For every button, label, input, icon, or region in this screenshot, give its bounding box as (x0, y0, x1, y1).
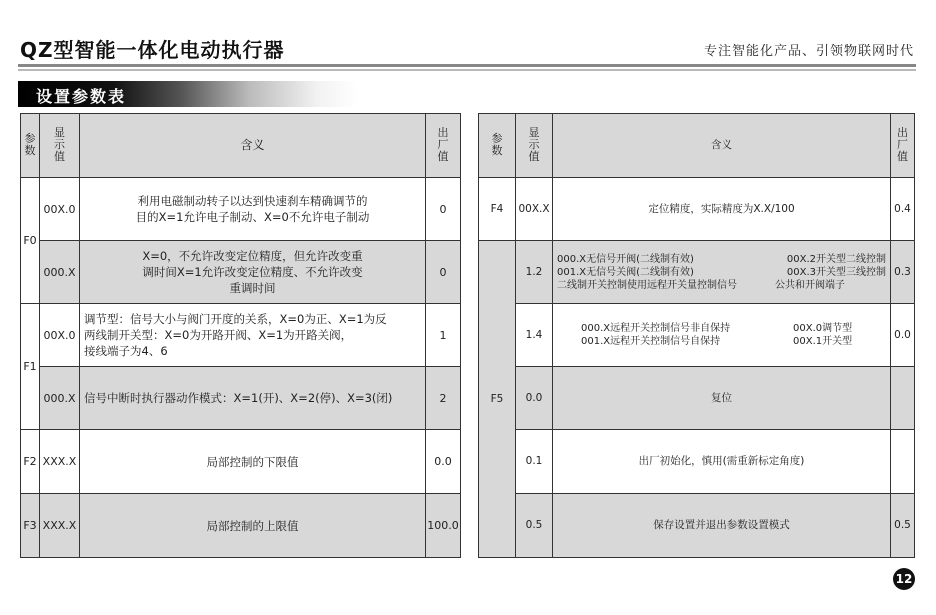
factory-cell: 0.4 (891, 178, 915, 241)
meaning-cell (80, 304, 426, 367)
meaning-cell (80, 241, 426, 304)
meaning-cell: 复位 (553, 367, 891, 430)
factory-cell: 0 (426, 241, 461, 304)
col-display-header (40, 114, 80, 178)
header-rule (18, 64, 916, 67)
meaning-right: 公共和开阀端子 (775, 279, 845, 291)
meaning-cell: 信号中断时执行器动作模式：X=1(开)、X=2(停)、X=3(闭) (80, 367, 426, 430)
meaning-cell: 出厂初始化，慎用(需重新标定角度) (553, 430, 891, 494)
param-cell: F2 (21, 430, 40, 494)
col-param-label: 参数 (24, 132, 36, 157)
param-cell: F3 (21, 494, 40, 558)
factory-cell: 0 (426, 178, 461, 241)
col-display-label: 显示值 (54, 126, 65, 163)
meaning-line (557, 253, 890, 266)
table-row (479, 430, 915, 494)
table-header-row (479, 114, 915, 178)
display-cell: XXX.X (40, 494, 80, 558)
factory-cell: 0.0 (891, 304, 915, 367)
factory-cell (891, 430, 915, 494)
meaning-left: 001.X远程开关控制信号自保持 (581, 336, 721, 347)
display-cell: 000.X (40, 367, 80, 430)
display-cell: 1.2 (516, 241, 553, 304)
display-cell: 1.4 (516, 304, 553, 367)
table-row (21, 178, 461, 241)
meaning-cell (553, 241, 891, 304)
col-factory-label: 出厂值 (897, 125, 908, 163)
display-cell: 00X.0 (40, 178, 80, 241)
table-row (479, 304, 915, 367)
meaning-line: 目的X=1允许电子制动、X=0不允许电子制动 (135, 210, 370, 224)
right-param-table (478, 113, 915, 558)
meaning-line: 利用电磁制动转子以达到快速刹车精确调节的 (137, 194, 368, 208)
display-cell: 0.0 (516, 367, 553, 430)
display-cell: 00X.0 (40, 304, 80, 367)
col-factory-header (891, 114, 915, 178)
page-number-badge: 12 (893, 568, 915, 590)
meaning-line (581, 335, 890, 348)
table-row (21, 304, 461, 367)
display-cell: 00X.X (516, 178, 553, 241)
brand-title: QZ型智能一体化电动执行器 (20, 38, 285, 62)
col-factory-header (426, 114, 461, 178)
meaning-line (581, 322, 890, 335)
meaning-line (557, 266, 890, 279)
col-factory-label: 出厂值 (437, 126, 449, 163)
table-row (21, 494, 461, 558)
factory-cell: 1 (426, 304, 461, 367)
display-cell: 0.1 (516, 430, 553, 494)
table-row (479, 494, 915, 558)
left-param-table (20, 113, 461, 558)
col-display-label: 显示值 (528, 125, 540, 163)
meaning-left: 000.X远程开关控制信号非自保持 (581, 323, 731, 334)
display-cell: 0.5 (516, 494, 553, 558)
meaning-left: 001.X无信号关阀(二线制有效) (557, 266, 694, 278)
factory-cell: 100.0 (426, 494, 461, 558)
section-title: 设置参数表 (36, 87, 127, 106)
table-row (21, 367, 461, 430)
meaning-cell: 定位精度，实际精度为X.X/100 (553, 178, 891, 241)
col-meaning-header: 含义 (80, 114, 426, 178)
slogan: 专注智能化产品、引领物联网时代 (703, 44, 914, 59)
meaning-cell: 保存设置并退出参数设置模式 (553, 494, 891, 558)
meaning-line: 调时间X=1允许改变定位精度、不允许改变 (142, 265, 363, 279)
col-param-header (479, 114, 516, 178)
table-header-row (21, 114, 461, 178)
param-cell: F1 (21, 304, 40, 430)
col-param-label: 参数 (491, 131, 503, 157)
col-meaning-header: 含义 (553, 114, 891, 178)
factory-cell (891, 367, 915, 430)
meaning-cell (553, 304, 891, 367)
factory-cell: 0.5 (891, 494, 915, 558)
col-param-header (21, 114, 40, 178)
meaning-line: X=0，不允许改变定位精度，但允许改变重 (142, 249, 363, 263)
meaning-line: 重调时间 (229, 281, 276, 295)
meaning-cell (80, 178, 426, 241)
meaning-line: 接线端子为4、6 (84, 344, 168, 358)
factory-cell: 2 (426, 367, 461, 430)
param-cell: F0 (21, 178, 40, 304)
display-cell: 000.X (40, 241, 80, 304)
meaning-right: 00X.0调节型 (793, 323, 853, 334)
col-display-header (516, 114, 553, 178)
meaning-right: 00X.2开关型二线控制 (786, 253, 886, 265)
factory-cell: 0.3 (891, 241, 915, 304)
meaning-right: 00X.3开关型三线控制 (786, 266, 886, 278)
meaning-left: 000.X无信号开阀(二线制有效) (557, 253, 694, 265)
header-rule-thin (18, 69, 916, 71)
table-row (479, 367, 915, 430)
table-row (479, 241, 915, 304)
meaning-right: 00X.1开关型 (793, 336, 853, 347)
meaning-line (557, 279, 890, 292)
param-cell: F5 (479, 241, 516, 558)
meaning-line: 调节型：信号大小与阀门开度的关系，X=0为正、X=1为反 (84, 312, 387, 326)
table-row (479, 178, 915, 241)
display-cell: XXX.X (40, 430, 80, 494)
table-row (21, 241, 461, 304)
meaning-line: 两线制开关型：X=0为开路开阀、X=1为开路关阀， (84, 328, 353, 342)
table-row (21, 430, 461, 494)
meaning-cell: 局部控制的上限值 (80, 494, 426, 558)
meaning-cell: 局部控制的下限值 (80, 430, 426, 494)
meaning-left: 二线制开关控制使用远程开关量控制信号 (557, 279, 737, 291)
factory-cell: 0.0 (426, 430, 461, 494)
param-cell: F4 (479, 178, 516, 241)
